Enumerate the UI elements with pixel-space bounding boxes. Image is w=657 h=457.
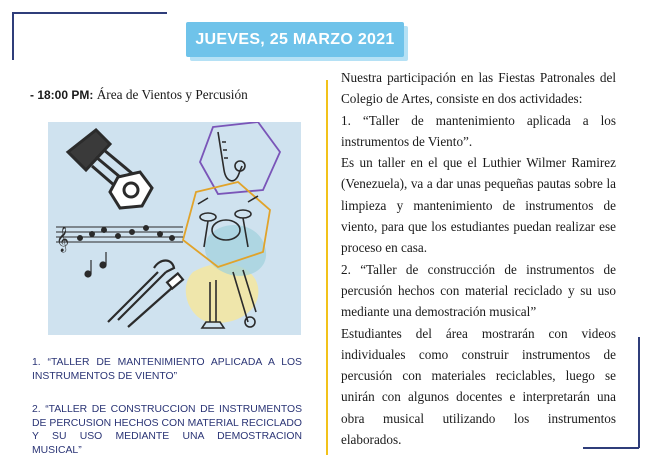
top-left-border-line xyxy=(12,12,167,14)
instruments-illustration xyxy=(48,122,301,335)
right-border-line xyxy=(638,337,640,448)
description-text xyxy=(341,67,616,450)
date-text: JUEVES, 25 MARZO 2021 xyxy=(195,30,395,48)
paragraph-activity-1: 1. “Taller de mantenimiento aplicada a los instrumentos de Viento”. xyxy=(341,112,616,149)
paragraph-activity-1-detail: Es un taller en el que el Luthier Wilmer Ramirez (Venezuela), va a dar unas pequeñas pautas sobre la limpieza y mantenimiento de instrumentos de viento, para que los estudiantes puedan realizar ese proceso en casa. xyxy=(341,155,616,256)
paragraph-activity-2-detail: Estudiantes del área mostrarán con videos individuales como construir instrumentos de percusión con materiales reciclables, luego se unirán con algunos docentes e interpretarán una obra musical utilizando los instrumentos elaborados. xyxy=(341,325,616,448)
yellow-divider-line xyxy=(326,80,328,455)
paragraph-intro: Nuestra participación en las Fiestas Patronales del Colegio de Artes, consiste en dos actividades: xyxy=(341,70,616,107)
schedule-line xyxy=(30,87,248,103)
paragraph-activity-2: 2. “Taller de construcción de instrumentos de percusión hechos con material reciclado y su uso mediante una demostración musical” xyxy=(341,261,616,320)
left-border-line xyxy=(12,12,14,60)
schedule-time: - 18:00 PM: xyxy=(30,88,94,102)
svg-text:𝄞: 𝄞 xyxy=(56,227,70,252)
schedule-area: Área de Vientos y Percusión xyxy=(96,87,248,102)
caption-percussion-workshop: 2. “TALLER DE CONSTRUCCION DE INSTRUMENTOS DE PERCUSION HECHOS CON MATERIAL RECICLADO Y SU USO MEDIANTE UNA DEMOSTRACION MUSICAL” xyxy=(32,404,302,456)
date-banner xyxy=(186,22,404,57)
caption-wind-workshop: 1. “TALLER DE MANTENIMIENTO APLICADA A LOS INSTRUMENTOS DE VIENTO” xyxy=(32,357,302,382)
